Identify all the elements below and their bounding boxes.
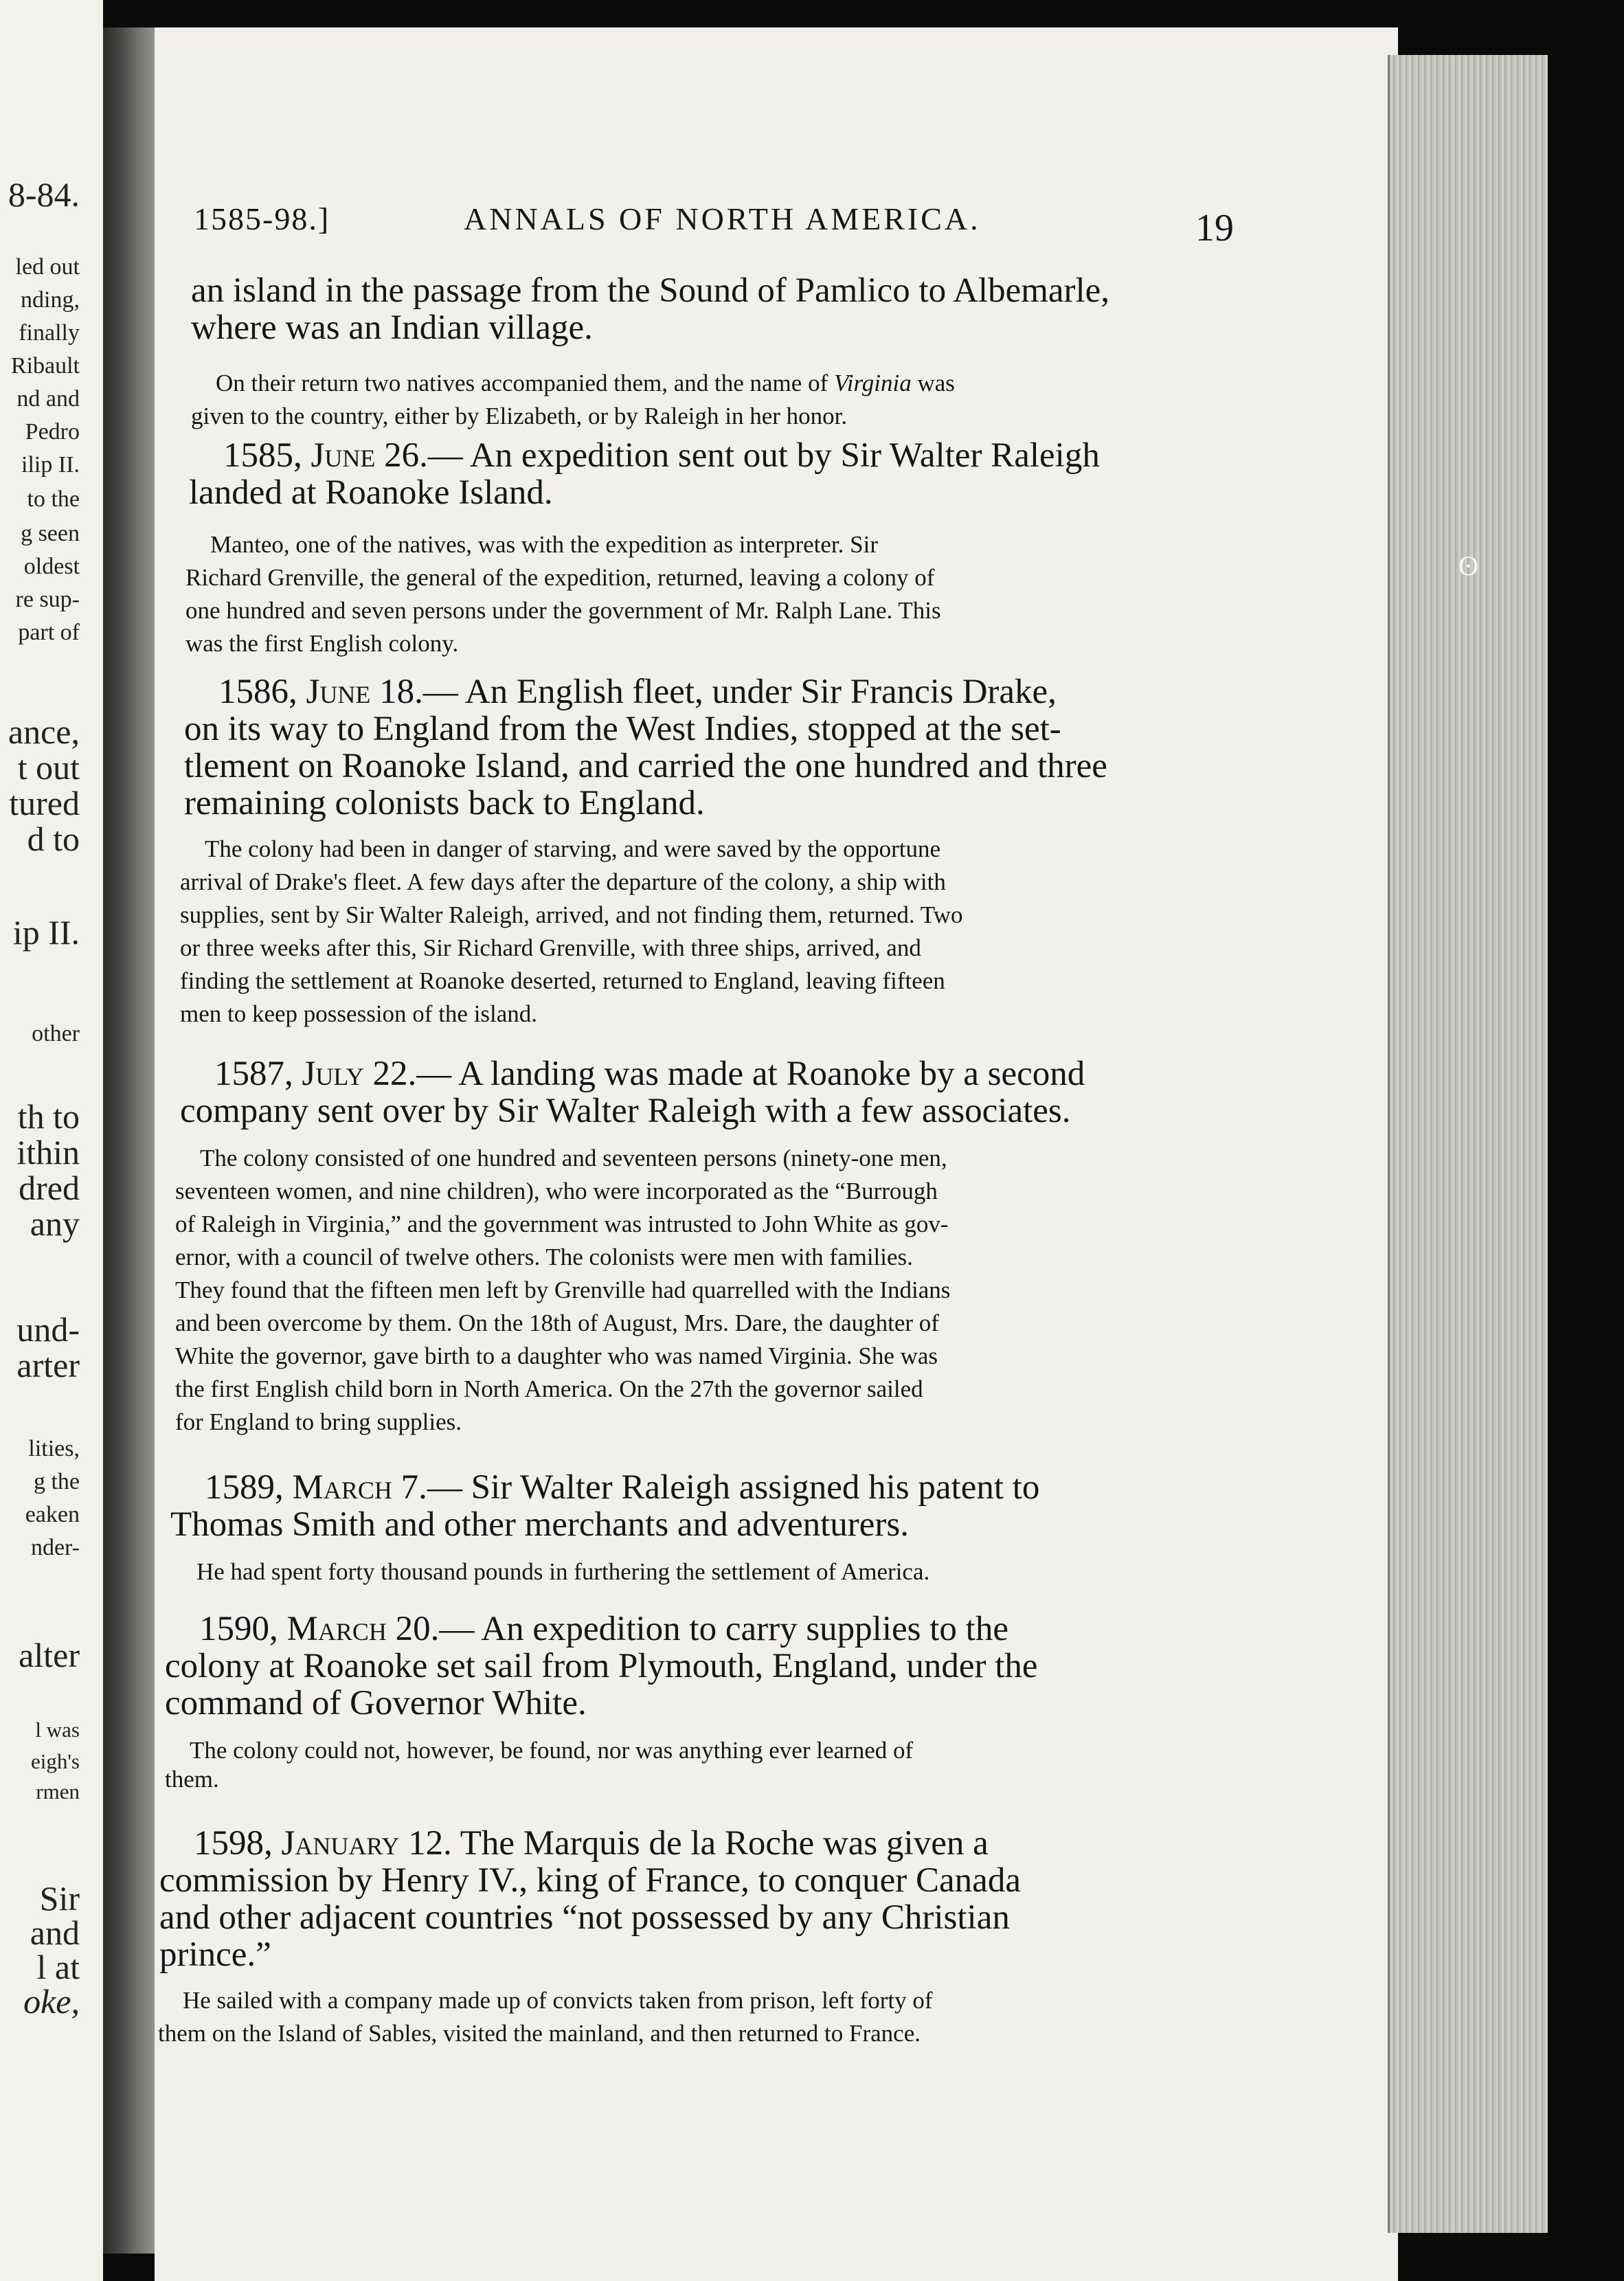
left-page-fragment: arter bbox=[16, 1346, 80, 1384]
entry-note-line: Richard Grenville, the general of the expedition, returned, leaving a colony of bbox=[185, 564, 935, 591]
entry-heading-line bbox=[194, 1826, 989, 1861]
left-page-fragment: finally bbox=[19, 320, 80, 346]
left-page-fragment: ilip II. bbox=[21, 452, 80, 477]
entry-note-line: White the governor, gave birth to a daughter who was named Virginia. She was bbox=[175, 1342, 938, 1369]
entry-line: commission by Henry IV., king of France, to conquer Canada bbox=[159, 1861, 1021, 1900]
left-page-fragment: g seen bbox=[21, 521, 80, 546]
entry-date: 1598, January 12. bbox=[194, 1824, 452, 1863]
left-page-fragment: alter bbox=[19, 1636, 80, 1674]
entry-heading-line: an island in the passage from the Sound of Pamlico to Albemarle, bbox=[191, 271, 1110, 310]
left-page-fragment: eigh's bbox=[30, 1749, 80, 1773]
left-page-fragment: l at bbox=[36, 1948, 80, 1986]
left-page-fragment: ithin bbox=[16, 1133, 80, 1171]
left-page-fragment: led out bbox=[15, 254, 80, 280]
entry-text: The Marquis de la Roche was given a bbox=[451, 1824, 989, 1863]
entry-note-line: given to the country, either by Elizabeth, or by Raleigh in her honor. bbox=[191, 403, 848, 429]
left-page-fragment: ance, bbox=[8, 712, 80, 751]
left-page-fragment: ip II. bbox=[12, 913, 80, 952]
entry-heading-line bbox=[199, 1612, 1008, 1647]
entry-line: company sent over by Sir Walter Raleigh with a few associates. bbox=[180, 1092, 1071, 1130]
left-page-fragment: rmen bbox=[36, 1779, 80, 1804]
entry-note-line: They found that the fifteen men left by Grenville had quarrelled with the Indians bbox=[175, 1277, 951, 1303]
entry-text: — Sir Walter Raleigh assigned his patent to bbox=[427, 1468, 1040, 1507]
entry-heading-line bbox=[214, 1057, 1085, 1092]
entry-line: remaining colonists back to England. bbox=[184, 784, 705, 822]
entry-line: prince.” bbox=[159, 1935, 271, 1974]
entry-line: on its way to England from the West Indies, stopped at the set- bbox=[184, 710, 1061, 748]
entry-note-line: ernor, with a council of twelve others. The colonists were men with families. bbox=[175, 1244, 913, 1270]
entry-note-line: On their return two natives accompanied them, and the name of Virginia was bbox=[216, 370, 955, 396]
left-page-fragment: d to bbox=[27, 820, 80, 858]
entry-note-line: one hundred and seven persons under the government of Mr. Ralph Lane. This bbox=[185, 597, 941, 624]
entry-heading-line bbox=[205, 1470, 1039, 1505]
left-page-fragment: nding, bbox=[21, 287, 80, 313]
left-page-fragment: l was bbox=[35, 1718, 80, 1742]
left-page-fragment: nd and bbox=[16, 386, 80, 412]
entry-note-line: Manteo, one of the natives, was with the expedition as interpreter. Sir bbox=[210, 531, 878, 558]
entry-note-line: He had spent forty thousand pounds in furthering the settlement of America. bbox=[196, 1558, 930, 1585]
left-page-fragment: part of bbox=[18, 620, 80, 645]
entry-line: landed at Roanoke Island. bbox=[189, 473, 553, 512]
left-page-fragment: oke, bbox=[23, 1982, 80, 2021]
entry-note-line: the first English child born in North America. On the 27th the governor sailed bbox=[175, 1375, 923, 1402]
entry-line: tlement on Roanoke Island, and carried the one hundred and three bbox=[184, 747, 1107, 785]
left-page-fragment: t out bbox=[17, 748, 80, 787]
entry-date: 1587, July 22. bbox=[214, 1055, 417, 1093]
left-page-fragment: oldest bbox=[23, 554, 80, 579]
entry-note-line: finding the settlement at Roanoke deserted, returned to England, leaving fifteen bbox=[180, 967, 945, 994]
left-page-fragment: to the bbox=[27, 486, 80, 512]
left-page-fragment: g the bbox=[33, 1469, 80, 1494]
entry-note-line: arrival of Drake's fleet. A few days after the departure of the colony, a ship with bbox=[180, 868, 946, 895]
entry-note-line: The colony consisted of one hundred and seventeen persons (ninety-one men, bbox=[200, 1145, 947, 1171]
entry-line: colony at Roanoke set sail from Plymouth, England, under the bbox=[165, 1647, 1038, 1685]
entry-text: — A landing was made at Roanoke by a second bbox=[416, 1055, 1085, 1093]
edge-mark: ʘ bbox=[1458, 550, 1478, 581]
entry-note-line: for England to bring supplies. bbox=[175, 1408, 462, 1435]
left-page-fragment: 8-84. bbox=[8, 175, 80, 214]
entry-text: — An expedition sent out by Sir Walter Raleigh bbox=[427, 436, 1100, 475]
entry-note-line: of Raleigh in Virginia,” and the government was intrusted to John White as gov- bbox=[175, 1211, 949, 1237]
entry-date: 1585, June 26. bbox=[223, 436, 428, 475]
entry-note-line: The colony could not, however, be found, nor was anything ever learned of bbox=[190, 1737, 914, 1764]
entry-note-line: men to keep possession of the island. bbox=[180, 1000, 538, 1027]
entry-date: 1586, June 18. bbox=[218, 673, 423, 711]
entry-note-line: The colony had been in danger of starving, and were saved by the opportune bbox=[205, 835, 941, 862]
left-page-margin bbox=[0, 0, 103, 2281]
left-page-fragment: nder- bbox=[30, 1535, 80, 1560]
entry-line: and other adjacent countries “not possessed by any Christian bbox=[159, 1898, 1010, 1937]
running-head-title: ANNALS OF NORTH AMERICA. bbox=[464, 201, 981, 236]
book-gutter bbox=[103, 27, 158, 2254]
entry-date: 1590, March 20. bbox=[199, 1610, 440, 1648]
left-page-fragment: und- bbox=[16, 1310, 80, 1349]
page-edges bbox=[1388, 55, 1548, 2233]
entry-note-line: He sailed with a company made up of convicts taken from prison, left forty of bbox=[183, 1987, 933, 2014]
left-page-fragment: re sup- bbox=[15, 587, 80, 612]
left-page-fragment: any bbox=[30, 1204, 80, 1243]
running-head-years: 1585-98.] bbox=[194, 201, 330, 236]
italic-term: Virginia bbox=[833, 370, 912, 396]
entry-note-line: and been overcome by them. On the 18th of August, Mrs. Dare, the daughter of bbox=[175, 1310, 939, 1336]
left-page-fragment: Ribault bbox=[10, 353, 80, 379]
entry-line: Thomas Smith and other merchants and adventurers. bbox=[170, 1505, 909, 1544]
entry-text: — An English fleet, under Sir Francis Drake, bbox=[422, 673, 1057, 711]
entry-note-line: was the first English colony. bbox=[185, 630, 459, 657]
entry-heading-line bbox=[218, 675, 1057, 710]
page-number: 19 bbox=[1195, 207, 1234, 249]
entry-text: — An expedition to carry supplies to the bbox=[439, 1610, 1008, 1648]
entry-heading-line bbox=[223, 438, 1100, 473]
entry-note-line: or three weeks after this, Sir Richard Grenville, with three ships, arrived, and bbox=[180, 934, 921, 961]
entry-note-line: them on the Island of Sables, visited the mainland, and then returned to France. bbox=[158, 2020, 921, 2047]
left-page-fragment: tured bbox=[9, 784, 80, 822]
left-page-fragment: dred bbox=[19, 1169, 80, 1207]
left-page-fragment: lities, bbox=[28, 1436, 80, 1461]
left-page-fragment: Sir bbox=[39, 1879, 80, 1918]
left-page-fragment: other bbox=[32, 1021, 80, 1046]
entry-note-line: supplies, sent by Sir Walter Raleigh, arrived, and not finding them, returned. Two bbox=[180, 901, 963, 928]
entry-line: where was an Indian village. bbox=[191, 308, 593, 347]
entry-note-line: them. bbox=[165, 1766, 219, 1793]
entry-date: 1589, March 7. bbox=[205, 1468, 427, 1507]
entry-line: command of Governor White. bbox=[165, 1684, 587, 1722]
left-page-fragment: th to bbox=[17, 1097, 80, 1136]
left-page-fragment: eaken bbox=[25, 1502, 80, 1527]
entry-note-line: seventeen women, and nine children), who were incorporated as the “Burrough bbox=[175, 1178, 938, 1204]
left-page-fragment: and bbox=[30, 1913, 80, 1952]
left-page-fragment: Pedro bbox=[25, 419, 80, 445]
